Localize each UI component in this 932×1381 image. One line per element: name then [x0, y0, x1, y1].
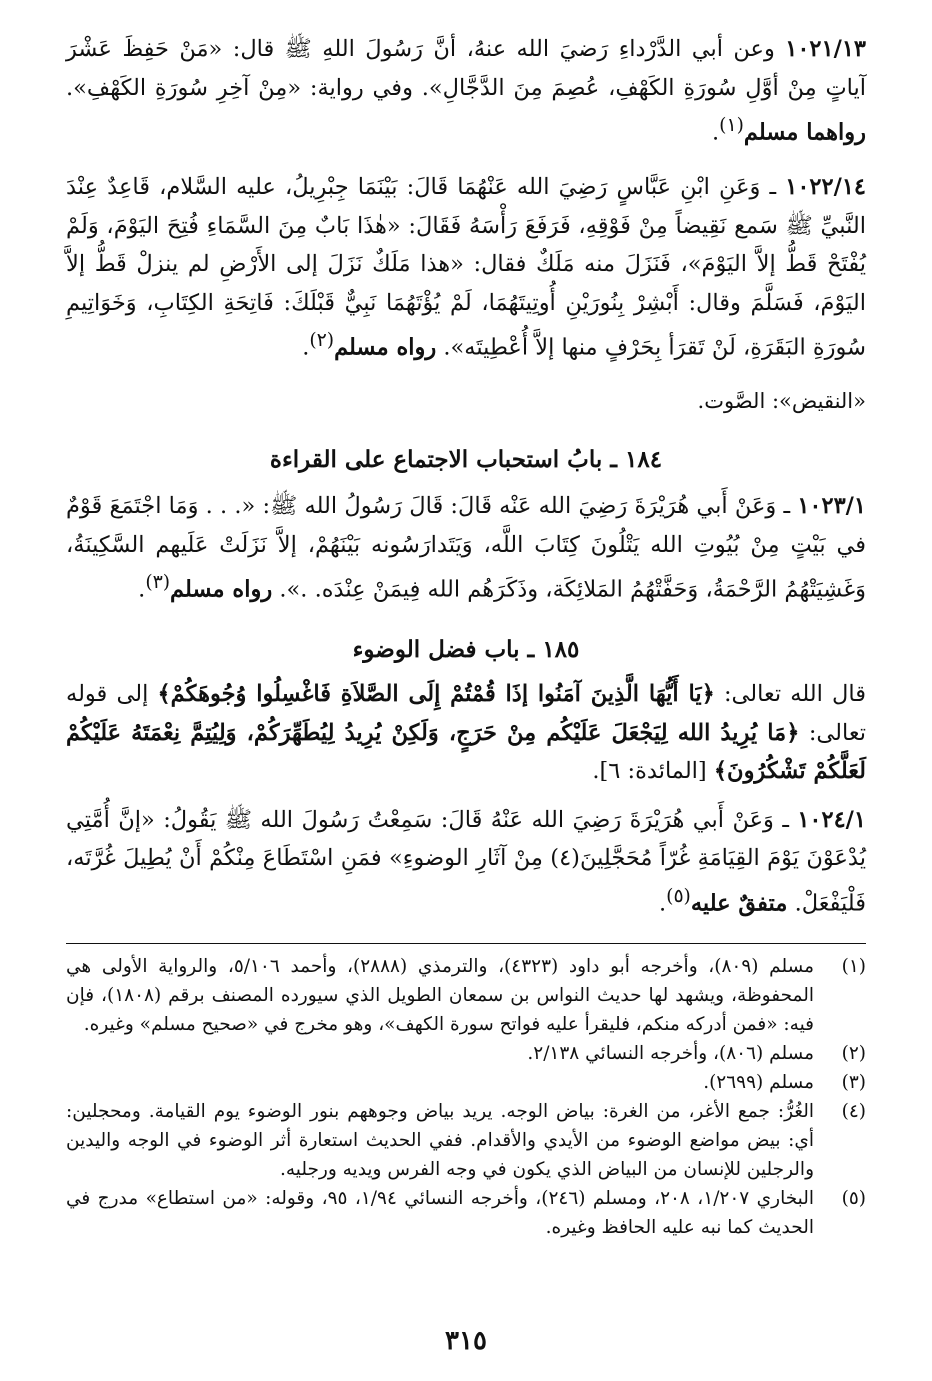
hadith-number: ١٠٢٢/١٤ [785, 174, 866, 200]
verse-reference: [المائدة: ٦]. [592, 758, 707, 784]
hadith-1023: ١٠٢٣/١ ـ وَعَنْ أَبي هُرَيْرَةَ رَضِيَ الله عَنْه قَالَ: قَالَ رَسُولُ الله ﷺ: «. . . وَمَا اجْتَمَعَ قَوْمٌ في بَيْتٍ مِنْ بُيُوتِ الله يَتْلُونَ كِتَابَ اللَّه، وَيَتَدارَسُونه بَيْنَهُمْ، إلاَّ نَزَلَتْ عَلَيهم السَّكِينَةُ، وَغَشِيَتْهُمُ الرَّحْمَةُ، وَحَفَّتْهُمُ المَلائِكَة، وذَكَرَهُم الله فِيمَنْ عِنْدَه. .». رواه مسلم$^{(٣)}$. [66, 493, 866, 603]
hadith-source: رواهما مسلم [743, 119, 866, 146]
footnote-ref: (١) [719, 115, 744, 136]
footnote-number: (٤) [841, 1100, 866, 1122]
hadith-1022: ١٠٢٢/١٤ ـ وَعَنِ ابْنِ عَبَّاسٍ رَضِيَ الله عَنْهُمَا قَالَ: بَيْنَمَا جِبْرِيلُ، عليه السَّلام، قَاعِدٌ عِنْدَ النَّبيِّ ﷺ سَمع نَقِيضاً مِنْ فَوْقِهِ، فَرَفَعَ رَأْسَهُ فَقَالَ: «هٰذَا بَابٌ مِنَ السَّمَاءِ فُتِحَ اليَوْمَ، وَلَمْ يُفْتَحْ قَطُّ إلاَّ اليَوْمَ»، فَنَزَلَ منه مَلَكٌ فقال: «هذا مَلَكٌ نَزَلَ إلى الأَرْضِ لم ينزلْ قَطُّ إلاَّ اليَوْمَ، فَسَلَّمَ وقال: أَبْشِرْ بِنُورَيْنِ أُوتِيتَهُمَا، لَمْ يُؤْتَهُمَا نَبِيٌّ قَبْلَكَ: فَاتِحَةِ الكِتَابِ، وَخَوَاتِيمِ سُورَةِ البَقَرَةِ، لَنْ تَقرَأ بِحَرْفٍ منها إلاَّ أُعْطِيتَه». رواه مسلم$^{(٢)}$. [66, 174, 866, 361]
page-number: ٣١٥ [445, 1326, 487, 1356]
footnote-item [66, 1068, 866, 1097]
footnote-item [66, 952, 866, 1039]
footnote-number: (٥) [841, 1187, 866, 1209]
hadith-1024: ١٠٢٤/١ ـ وَعَنْ أَبي هُرَيْرَةَ رَضِيَ الله عَنْهُ قَالَ: سَمِعْتُ رَسُولَ الله ﷺ يَقُولُ: «إنَّ أُمَّتِي يُدْعَوْنَ يَوْمَ القِيَامَةِ غُرّاً مُحَجَّلِينَ(٤) مِنْ آثَارِ الوضوءِ» فمَنِ اسْتَطَاعَ مِنْكُمْ أَنْ يُطِيلَ غُرَّتَه، فَلْيَفْعَلْ. متفقٌ عليه$^{(٥)}$. [66, 806, 866, 916]
footnote-number: (٣) [841, 1071, 866, 1093]
hadith-1021: ١٠٢١/١٣ وعن أبي الدَّرْداءِ رَضيَ الله عنهُ، أنَّ رَسُولَ اللهِ ﷺ قال: «مَنْ حَفِظَ عَشْرَ آياتٍ مِنْ أوَّلِ سُورَةِ الكَهْفِ، عُصِمَ مِنَ الدَّجَّالِ». وفي رواية: «مِنْ آخِرِ سُورَةِ الكَهْفِ». رواهما مسلم$^{(١)}$. [66, 36, 866, 146]
chapter-184-heading: ١٨٤ ـ بابُ استحباب الاجتماع على القراءة [269, 446, 663, 473]
chapter-185-heading: ١٨٥ ـ باب فضل الوضوء [352, 636, 580, 663]
footnote-text: مسلم (٨٠٩)، وأخرجه أبو داود (٤٣٢٣)، والترمذي (٢٨٨٨)، وأحمد ٥/١٠٦، والرواية الأولى هي المحفوظة، ويشهد لها حديث النواس بن سمعان الطويل الذي سيورده المصنف برقم (١٨٠٨)، فإن فيه: «فمن أدركه منكم، فليقرأ عليه فواتح سورة الكهف»، وهو مخرج في «صحيح مسلم» وغيره. [66, 955, 814, 1035]
footnotes [66, 952, 866, 1242]
gloss-note: «النقيض»: الصَّوت. [697, 389, 866, 413]
footnote-item [66, 1184, 866, 1242]
hadith-text: ـ وَعَنْ أَبي هُرَيْرَةَ رَضِيَ الله عَنْهُ قَالَ: سَمِعْتُ رَسُولَ الله ﷺ يَقُولُ: «إنَّ أُمَّتِي يُدْعَوْنَ يَوْمَ القِيَامَةِ غُرّاً مُحَجَّلِينَ(٤) مِنْ آثَارِ الوضوءِ» فمَنِ اسْتَطَاعَ مِنْكُمْ أَنْ يُطِيلَ غُرَّتَه، فَلْيَفْعَلْ. [66, 806, 866, 916]
quran-citation [66, 675, 866, 791]
hadith-text: ـ وَعَنْ أَبي هُرَيْرَةَ رَضِيَ الله عَنْه قَالَ: قَالَ رَسُولُ الله ﷺ: «. . . وَمَا اجْتَمَعَ قَوْمٌ في بَيْتٍ مِنْ بُيُوتِ الله يَتْلُونَ كِتَابَ اللَّه، وَيَتَدارَسُونه بَيْنَهُمْ، إلاَّ نَزَلَتْ عَلَيهم السَّكِينَةُ، وَغَشِيَتْهُمُ الرَّحْمَةُ، وَحَفَّتْهُمُ المَلائِكَة، وذَكَرَهُم الله فِيمَنْ عِنْدَه. .». [66, 493, 866, 603]
footnote-ref: (٢) [309, 330, 335, 351]
quran-verse: ﴿مَا يُرِيدُ الله لِيَجْعَلَ عَلَيْكُم مِنْ حَرَجٍ، وَلَكِنْ يُرِيدُ لِيُطَهِّرَكُمْ، وَلِيُتِمَّ نِعْمَتَهُ عَلَيْكُمْ لَعَلَّكُمْ تَشْكُرُونَ﴾ [66, 719, 866, 784]
footnote-number: (٢) [841, 1042, 866, 1064]
footnote-text: مسلم (٨٠٦)، وأخرجه النسائي ٢/١٣٨. [527, 1042, 814, 1064]
hadith-source: متفقٌ عليه [690, 890, 788, 916]
footnote-ref: (٣) [145, 572, 171, 593]
hadith-number: ١٠٢٤/١ [797, 806, 866, 833]
hadith-source: رواه مسلم [334, 334, 437, 361]
hadith-number: ١٠٢٣/١ [797, 493, 866, 519]
footnote-number: (١) [841, 955, 866, 977]
footnote-text: البخاري ١/٢٠٧، ٢٠٨، ومسلم (٢٤٦)، وأخرجه النسائي ١/٩٤، ٩٥، وقوله: «من استطاع» مدرج في الحديث كما نبه عليه الحافظ وغيره. [66, 1187, 815, 1238]
hadith-number: ١٠٢١/١٣ [785, 36, 866, 62]
footnote-text: مسلم (٢٦٩٩). [703, 1071, 814, 1093]
footnote-item [66, 1039, 866, 1068]
hadith-text: ـ وَعَنِ ابْنِ عَبَّاسٍ رَضِيَ الله عَنْهُمَا قَالَ: بَيْنَمَا جِبْرِيلُ، عليه السَّلام، قَاعِدٌ عِنْدَ النَّبيِّ ﷺ سَمع نَقِيضاً مِنْ فَوْقِهِ، فَرَفَعَ رَأْسَهُ فَقَالَ: «هٰذَا بَابٌ مِنَ السَّمَاءِ فُتِحَ اليَوْمَ، وَلَمْ يُفْتَحْ قَطُّ إلاَّ اليَوْمَ»، فَنَزَلَ منه مَلَكٌ فقال: «هذا مَلَكٌ نَزَلَ إلى الأَرْضِ لم ينزلْ قَطُّ إلاَّ اليَوْمَ، فَسَلَّمَ وقال: أَبْشِرْ بِنُورَيْنِ أُوتِيتَهُمَا، لَمْ يُؤْتَهُمَا نَبِيٌّ قَبْلَكَ: فَاتِحَةِ الكِتَابِ، وَخَوَاتِيمِ سُورَةِ البَقَرَةِ، لَنْ تَقرَأ بِحَرْفٍ منها إلاَّ أُعْطِيتَه». [66, 174, 866, 361]
footnote-ref: (٥) [666, 885, 691, 907]
footnote-item [66, 1097, 866, 1184]
quran-verse: ﴿يَا أَيُّهَا الَّذِينَ آمَنُوا إذَا قُمْتُمْ إِلَى الصَّلاَةِ فَاغْسِلُوا وُجُوهَكُمْ﴾ [157, 681, 715, 707]
verse-between: إلى قوله تعالى: [66, 681, 866, 746]
verse-intro: قال الله تعالى: [723, 681, 867, 707]
hadith-source: رواه مسلم [170, 576, 273, 603]
hadith-text: وعن أبي الدَّرْداءِ رَضيَ الله عنهُ، أنَّ رَسُولَ اللهِ ﷺ قال: «مَنْ حَفِظَ عَشْرَ آياتٍ مِنْ أوَّلِ سُورَةِ الكَهْفِ، عُصِمَ مِنَ الدَّجَّالِ». وفي رواية: «مِنْ آخِرِ سُورَةِ الكَهْفِ». [66, 36, 866, 101]
footnote-separator [66, 943, 866, 944]
footnote-text: الغُرُّ: جمع الأغر، من الغرة: بياض الوجه. يريد بياض وجوههم بنور الوضوء يوم القيامة. ومحجلين: أي: بيض مواضع الوضوء من الأيدي والأقدام. ففي الحديث استعارة أثر الوضوء في الوجه واليدين والرجلين للإنسان من البياض الذي يكون في وجه الفرس ويديه ورجليه. [66, 1100, 814, 1180]
